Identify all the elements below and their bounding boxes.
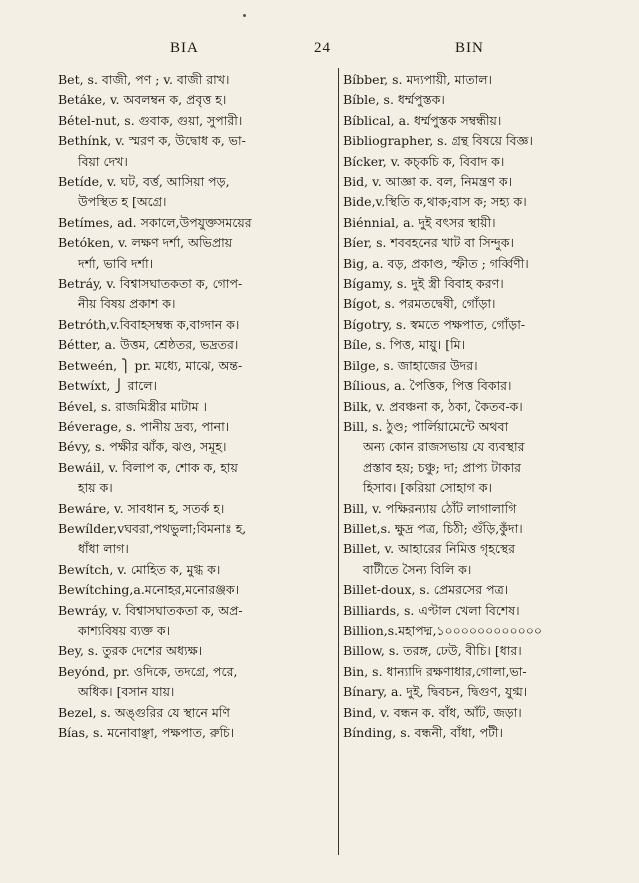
- dictionary-line: Bíblical, a. ধর্ম্মপুস্তক সম্বন্ধীয়।: [343, 112, 502, 128]
- right-column: [343, 70, 621, 855]
- dictionary-line: হিসাব। [করিয়া সোহাগ ক।: [363, 480, 492, 496]
- dictionary-line: হায় ক।: [78, 480, 113, 496]
- dictionary-line: বিয়া দেখ।: [78, 153, 128, 169]
- dictionary-line: Bewítching,a.মনোহর,মনোরঞ্জক।: [58, 582, 240, 598]
- dictionary-line: Big, a. বড়, প্রকাণ্ড, স্ফীত ; গর্ব্বিণী।: [343, 255, 529, 271]
- dictionary-line: Bide,v.স্থিতি ক,থাক;বাস ক; সহ্য ক।: [343, 194, 527, 210]
- dictionary-line: Bilge, s. জাহাজের উদর।: [343, 357, 478, 373]
- dictionary-line: Betweén, ⎫ pr. মধ্যে, মাঝে, অন্ত-: [58, 357, 243, 373]
- dictionary-line: Bével, s. রাজমিস্ত্রীর মাটাম ।: [58, 398, 207, 414]
- dictionary-line: উপস্থিত হ [অগ্রে।: [78, 194, 167, 210]
- dictionary-line: Betáke, v. অবলম্বন ক, প্রবৃত্ত হ।: [58, 92, 227, 108]
- dictionary-line: বাটীতে সৈন্য বিলি ক।: [363, 561, 472, 577]
- dictionary-line: Bewítch, v. মোহিত ক, মুগ্ধ ক।: [58, 561, 221, 577]
- dictionary-line: Bígotry, s. স্বমতে পক্ষপাত, গোঁড়া-: [343, 316, 526, 332]
- dictionary-line: Billow, s. তরঙ্গ, ঢেউ, বীচি। [ধার।: [343, 643, 522, 659]
- dictionary-line: Biénnial, a. দুই বৎসর স্থায়ী।: [343, 214, 496, 230]
- dictionary-line: Bet, s. বাজী, পণ ; v. বাজী রাখ।: [58, 72, 230, 87]
- dictionary-line: Beyónd, pr. ওদিকে, তদগ্রে, পরে,: [58, 663, 238, 679]
- dictionary-line: প্রস্তাব হয়; চঞ্চু; দা; প্রাপ্য টাকার: [363, 459, 521, 475]
- dictionary-line: কাশ্যবিষয় ব্যক্ত ক।: [78, 622, 171, 638]
- dictionary-line: Bind, v. বন্ধন ক. বাঁধ, আঁট, জড়া।: [343, 704, 522, 720]
- dictionary-line: Billiards, s. এণ্টাল খেলা বিশেষ।: [343, 602, 520, 618]
- dictionary-line: Bin, s. ধান্যাদি রক্ষণাধার,গোলা,ভা-: [343, 663, 527, 679]
- dictionary-line: Bibliographer, s. গ্রন্থ বিষয়ে বিজ্ঞ।: [343, 133, 533, 149]
- dictionary-line: Bill, v. পক্ষিরন্যায় ঠোঁট লাগালাগি: [343, 500, 517, 516]
- header-left-guideword: BIA: [170, 40, 199, 56]
- dictionary-line: Billion,s.মহাপদ্ম,১০০০০০০০০০০০০: [343, 622, 543, 638]
- left-column: [58, 70, 336, 855]
- dictionary-line: Bílious, a. পৈত্তিক, পিত্ত বিকার।: [343, 378, 512, 394]
- dictionary-line: Bewráy, v. বিশ্বাসঘাতকতা ক, অপ্র-: [58, 602, 243, 618]
- page-header: [0, 40, 639, 60]
- dictionary-line: নীয় বিষয় প্রকাশ ক।: [78, 296, 176, 312]
- dictionary-line: Bezel, s. অঙ্গুরির যে স্থানে মণি: [58, 704, 230, 720]
- dictionary-line: Billet-doux, s. প্রেমরসের পত্র।: [343, 582, 509, 598]
- dictionary-line: Bías, s. মনোবাঞ্ছা, পক্ষপাত, রুচি।: [58, 725, 235, 740]
- dictionary-line: Bígot, s. পরমতদ্বেষী, গোঁড়া।: [343, 296, 496, 312]
- dictionary-line: Betróth,v.বিবাহসম্বন্ধ ক,বাগ্দান ক।: [58, 316, 240, 332]
- dictionary-line: Bewílder,vঘবরা,পথভুলা;বিমনাঃ হ,: [58, 520, 247, 536]
- dictionary-line: Bétter, a. উত্তম, শ্রেষ্ঠতর, ভদ্রতর।: [58, 337, 239, 353]
- dictionary-line: Bíer, s. শববহনের খাট বা সিন্দুক।: [343, 235, 514, 251]
- dictionary-line: ধাঁধা লাগ।: [78, 541, 129, 557]
- dictionary-line: Bill, s. ঠুণ্ড; পার্লিয়ামেন্টে অথবা: [343, 418, 509, 434]
- dictionary-line: Bíble, s. ধর্ম্মপুস্তক।: [343, 92, 445, 108]
- dictionary-line: Billet, v. আহারের নিমিত্ত গৃহস্থের: [343, 541, 515, 557]
- dictionary-line: অধিক। [বসান যায়।: [78, 684, 175, 700]
- dictionary-line: Billet,s. ক্ষুদ্র পত্র, চিঠী; গুঁড়ি,কুঁদা।: [343, 520, 523, 536]
- dictionary-line: Betráy, v. বিশ্বাসঘাতকতা ক, গোপ-: [58, 276, 243, 292]
- dictionary-line: Bíle, s. পিত্ত, মায়ু। [মি।: [343, 337, 466, 353]
- dictionary-line: Bínary, a. দুই, দ্বিবচন, দ্বিগুণ, যুগ্ম।: [343, 684, 528, 700]
- dictionary-line: Betímes, ad. সকালে,উপযুক্তসময়ের: [58, 214, 252, 230]
- dictionary-line: Betóken, v. লক্ষণ দর্শা, অভিপ্রায়: [58, 235, 233, 251]
- dictionary-line: Bíbber, s. মদ্যপায়ী, মাতাল।: [343, 72, 492, 87]
- dictionary-line: Bínding, s. বন্ধনী, বাঁধা, পটী।: [343, 725, 503, 740]
- print-speck: [243, 14, 246, 17]
- dictionary-line: Bévy, s. পক্ষীর ঝাঁক, ঝণ্ড, সমূহ।: [58, 439, 227, 455]
- dictionary-line: Betíde, v. ঘট, বর্ত্ত, আসিয়া পড়,: [58, 174, 230, 190]
- dictionary-line: Bewáil, v. বিলাপ ক, শোক ক, হায়: [58, 459, 238, 475]
- dictionary-line: Betwíxt, ⎭ রালে।: [58, 378, 157, 394]
- page-number: 24: [314, 40, 331, 56]
- dictionary-line: Bétel-nut, s. গুবাক, গুয়া, সুপারী।: [58, 112, 243, 128]
- column-divider: [338, 68, 339, 855]
- dictionary-line: Bethínk, v. স্মরণ ক, উদ্বোধ ক, ভা-: [58, 133, 246, 149]
- dictionary-line: Bid, v. আজ্ঞা ক. বল, নিমন্ত্রণ ক।: [343, 174, 513, 190]
- dictionary-line: Bewáre, v. সাবধান হ, সতর্ক হ।: [58, 500, 225, 516]
- dictionary-line: Bey, s. তুরক দেশের অধ্যক্ষ।: [58, 643, 203, 659]
- dictionary-line: Bícker, v. কচ্কচি ক, বিবাদ ক।: [343, 153, 505, 169]
- header-right-guideword: BIN: [455, 40, 484, 56]
- dictionary-line: দর্শা, ভাবি দর্শা।: [78, 255, 154, 271]
- dictionary-line: Bilk, v. প্রবঞ্চনা ক, ঠকা, কৈতব-ক।: [343, 398, 523, 414]
- dictionary-line: অন্য কোন রাজসভায় যে ব্যবস্থার: [363, 439, 525, 455]
- dictionary-line: Bígamy, s. দুই স্ত্রী বিবাহ করণ।: [343, 276, 504, 292]
- dictionary-line: Béverage, s. পানীয় দ্রব্য, পানা।: [58, 418, 230, 434]
